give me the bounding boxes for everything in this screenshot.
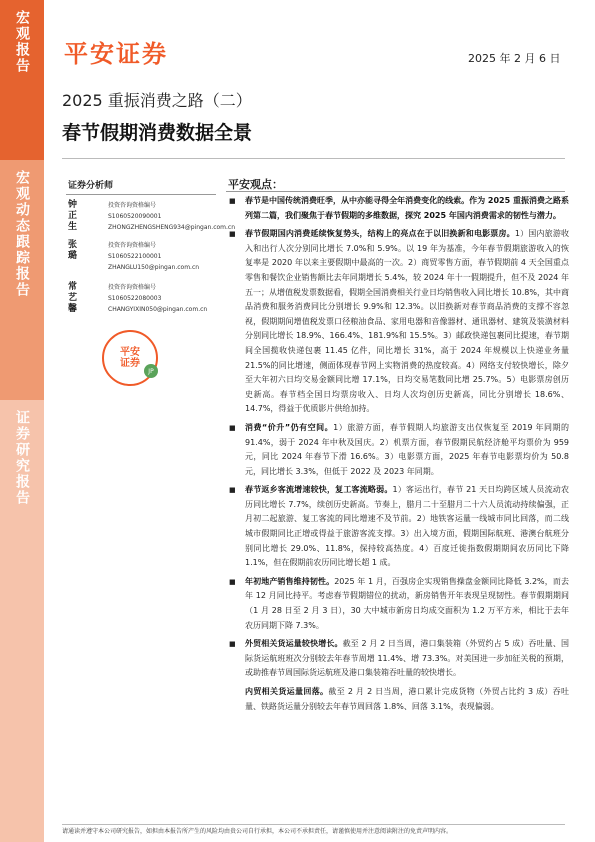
key-view-lead: 外贸相关货运量较快增长。 — [245, 639, 343, 649]
qr-code-icon[interactable] — [102, 330, 158, 386]
key-view-item — [229, 685, 569, 714]
key-view-text: 截至 2 月 2 日当周，港口集装箱（外贸约占 5 成）吞吐量、国际货运航班班次分别较去年春节周增 11.4%、增 73.3%。对美国进一步加征关税的预期，或助推春节周国际货运航班及港口集装箱吞吐量的较快增长。 — [245, 639, 570, 678]
key-view-item — [229, 483, 569, 571]
analyst-license-label: 投资咨询资格编号 — [108, 242, 157, 249]
analyst-name: 钟正生 — [68, 200, 78, 232]
key-views-list — [229, 194, 569, 718]
report-title: 春节假期消费数据全景 — [62, 122, 253, 144]
key-view-lead: 年初地产销售维持韧性。 — [245, 576, 335, 586]
analyst-email[interactable]: ZHANGLU150@pingan.com.cn — [108, 264, 200, 271]
analyst-license-label: 投资咨询资格编号 — [108, 202, 157, 209]
key-view-item — [229, 575, 569, 633]
qr-badge-icon: JP — [144, 364, 158, 378]
analyst-name: 常艺馨 — [68, 282, 78, 314]
analyst-name: 张璐 — [68, 240, 78, 261]
key-view-text: 1）国内旅游收入和出行人次分别同比增长 7.0%和 5.9%。以 19 年为基准，今年春节假期旅游收入的恢复率是 2020 年以来主要假期中最高的一次。2）商贸零售方面，春节假期前 4 天全国重点零售和餐饮企业销售额比去年同期增长 5.4%，较 2024 年十一假期提升，但不及 2024 年五一；从增值税发票数据看，假期全国消费相关行业日均销售收入同比增长 10.8%，其中商品消费和服务消费同比分别增长 9.9%和 12.3%。以旧换新对春节商品消费的支撑不容忽视，假期期间增值税发票口径粮油食品、家用电器和音像器材、通讯器材、建筑及装潢材料分别同比增长 18.9%、166.4%、181.9%和 15.5%。3）邮政快递包裹同比提速，春节期间全国揽收快递包裹 11.45 亿件，同比增长 31%，高于 2024 年规模以上快递业务量 21.5%的同比增速，侧面体现春节网上实物消费的热度较高。4）网络支付较快增长，除夕至大年初六日均交易金额同比增 17.1%，日均交易笔数同比增 25.7%。5）电影票房创历史新高。春节档全国日均票房收入、日均人次均创历史新高，同比分别增长 18.6%、14.7%，得益于优质影片供给加持。 — [245, 229, 569, 414]
analyst-email[interactable]: ZHONGZHENGSHENG934@pingan.com.cn — [108, 224, 236, 231]
key-views-heading: 平安观点： — [228, 178, 283, 191]
report-subtitle: 2025 重振消费之路（二） — [62, 91, 252, 110]
analysts-divider — [66, 194, 216, 195]
key-view-text: 截至 2 月 2 日当周，港口累计完成货物（外贸占比约 3 成）吞吐量、铁路货运量分别较去年春节周回落 1.8%、回落 3.1%，表现偏弱。 — [245, 687, 570, 711]
report-date: 2025 年 2 月 6 日 — [468, 52, 561, 65]
sidebar-report-series: 宏观动态跟踪报告 — [0, 160, 44, 400]
brand-logo: 平安证券 — [64, 40, 168, 68]
key-view-item — [229, 637, 569, 681]
footer-divider — [62, 824, 565, 825]
analysts-heading: 证券分析师 — [68, 181, 114, 191]
qr-label-top: 平安 — [120, 347, 140, 358]
key-view-text: 1）旅游方面，春节假期人均旅游支出仅恢复至 2019 年同期的 91.4%，弱于 2024 年中秋及国庆。2）机票方面，春节假期民航经济舱平均票价为 959 元，同比 2024 年春节下滑 16.6%。3）电影票方面，2025 年春节电影票均价为 50.8 元，同比增长 3.3%，但低于 2022 及 2023 年同期。 — [245, 422, 569, 476]
analyst-email[interactable]: CHANGYIXIN050@pingan.com.cn — [108, 306, 208, 313]
key-view-text: 1）客运出行，春节 21 天日均跨区域人员流动农历同比增长 7.7%，续创历史新高。节奏上，腊月二十至腊月二十六人员流动持续偏强，正月初二起旅游、复工客流的同比增速不及节前。2）地铁客运量一线城市同比回落，而二线城市假期同比正增或得益于旅游客流支撑。3）出入境方面，假期国际航班、港澳台航班分别同比增长 29.0%、11.8%，保持较高热度。4）百度迁徙指数假期期间农历同比下降 1.1%，但在假期前农历同比增长超 1 成。 — [245, 485, 569, 568]
sidebar-report-category: 证券研究报告 — [0, 400, 44, 842]
key-view-item — [229, 227, 569, 417]
key-view-item — [229, 421, 569, 479]
key-view-lead: 消费“价升”仍有空间。 — [245, 422, 334, 432]
analyst-license-label: 投资咨询资格编号 — [108, 284, 157, 291]
key-view-lead: 内贸相关货运量回落。 — [245, 687, 329, 696]
analyst-license-number: S1060520090001 — [108, 213, 162, 220]
header-divider — [62, 158, 565, 159]
key-view-lead: 春节是中国传统消费旺季，从中亦能寻得全年消费变化的线索。作为 2025 重振消费之路系列第二篇，我们聚焦于春节假期的多维数据，探究 2025 年国内消费需求的韧性与潜力。 — [245, 196, 569, 220]
analyst-license-number: S1060522100001 — [108, 253, 162, 260]
footer-disclaimer: 请通读并遵守本公司研究报告，如担由本报告所产生的风险均由贵公司自行承担，本公司不承担责任，请谨慎使用并注意阅读附注的免责声明内容。 — [62, 828, 453, 835]
key-view-lead: 春节假期国内消费延续恢复势头，结构上的亮点在于以旧换新和电影票房。 — [245, 229, 515, 239]
qr-label-bottom: 证券 — [120, 358, 140, 369]
key-view-lead: 春节返乡客流增速较快，复工客流略弱。 — [245, 485, 393, 495]
key-view-text: 2025 年 1 月，百强房企实现销售操盘金额同比降低 3.2%，而去年 12 月同比持平。考虑春节假期错位的扰动，新房销售开年表现呈现韧性。春节假期期间（1 月 28 日至 2 月 3 日），30 大中城市新房日均成交面积为 1.2 万平方米，相比于去年农历同期下降 7.3%。 — [245, 576, 569, 630]
sidebar-report-type: 宏观报告 — [0, 0, 44, 160]
key-view-item — [229, 194, 569, 223]
key-views-divider — [226, 191, 565, 192]
analyst-license-number: S1060522080003 — [108, 295, 162, 302]
